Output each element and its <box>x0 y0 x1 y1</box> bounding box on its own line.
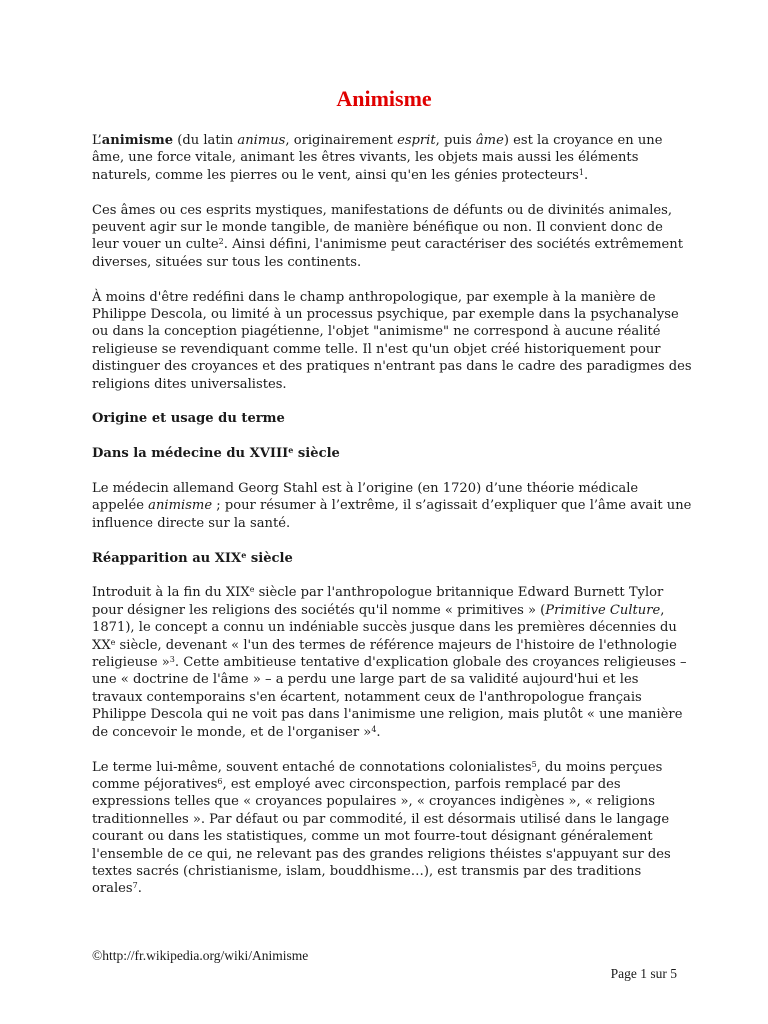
text: Le terme lui-même, souvent entaché de connotations colonialistes <box>92 759 532 775</box>
heading-text: Réapparition au XIX <box>92 550 242 566</box>
text: , 1871), le concept a connu un indéniable succès jusque dans les premières décennies du XX <box>92 602 677 653</box>
text: (du latin <box>173 133 238 148</box>
text: , originairement <box>285 133 398 148</box>
term-italic: âme <box>475 133 504 148</box>
footer-source-link[interactable]: ©http://fr.wikipedia.org/wiki/Animisme <box>92 948 309 963</box>
section-heading-medecine <box>92 445 692 462</box>
footnote-ref[interactable]: 4 <box>371 724 377 734</box>
superscript: e <box>241 549 247 560</box>
footnote-ref[interactable]: 3 <box>169 655 175 665</box>
text: L’ <box>92 133 102 148</box>
document-body <box>92 132 692 915</box>
text: . <box>376 724 381 740</box>
text: . Cette ambitieuse tentative d'explication globale des croyances religieuses – une « doctrine de l'âme » – a perdu une large part de sa validité aujourd'hui et les travaux contemporains s'en écartent, notamment ceux de l'anthropologue français Philippe Descola qui ne voit pas dans l'animisme une religion, mais plutôt « une manière de concevoir le monde, et de l'organiser » <box>92 655 687 740</box>
paragraph-stahl <box>92 480 692 532</box>
text: , est employé avec circonspection, parfois remplacé par des expressions telles que « croyances populaires », « croyances indigènes », « religions traditionnelles ». Par défaut ou par commodité, il est désormais utilisé dans le langage courant ou dans les statistiques, comme un mot fourre-tout désignant généralement l'ensemble de ce qui, ne relevant pas des grandes religions théistes s'appuyant sur des textes sacrés (christianisme, islam, bouddhisme…), est transmis par des traditions orales <box>92 776 671 897</box>
text: ; pour résumer à l’extrême, il s’agissait d’expliquer que l’âme avait une influence directe sur la santé. <box>92 498 692 531</box>
term-bold: animisme <box>101 133 174 148</box>
text: siècle, devenant « l'un des termes de référence majeurs de l'histoire de l'ethnologie religieuse » <box>92 637 677 671</box>
heading-text: siècle <box>293 446 340 462</box>
text: Introduit à la fin du XIX <box>92 585 250 601</box>
footnote-ref[interactable]: 1 <box>578 167 584 177</box>
heading-text: siècle <box>246 550 293 566</box>
text: ) est la croyance en une âme, une force vitale, animant les êtres vivants, les objets mais aussi les éléments naturels, comme les pierres ou le vent, ainsi qu'en les génies protecteurs <box>92 133 663 183</box>
footnote-ref[interactable]: 2 <box>218 237 224 247</box>
footnote-ref[interactable]: 6 <box>217 776 223 786</box>
term-italic: animisme <box>148 498 213 514</box>
paragraph-spirits <box>92 202 692 272</box>
paragraph-terme <box>92 759 692 898</box>
term-italic: animus <box>237 133 286 148</box>
text: . <box>137 881 142 897</box>
footnote-ref[interactable]: 7 <box>132 881 138 891</box>
paragraph-intro <box>92 132 692 184</box>
paragraph-tylor <box>92 584 692 741</box>
text: . <box>584 167 589 183</box>
text: . Ainsi défini, l'animisme peut caractériser des sociétés extrêmement diverses, situées sur tous les continents. <box>92 237 683 270</box>
text: siècle par l'anthropologue britannique Edward Burnett Tylor pour désigner les religions des sociétés qu'il nomme « primitives » ( <box>92 585 664 618</box>
superscript: e <box>288 445 294 456</box>
term-italic: esprit <box>397 133 436 148</box>
heading-text: Dans la médecine du XVIII <box>92 446 289 462</box>
page-number: Page 1 sur 5 <box>610 966 677 981</box>
text: , du moins perçues comme péjoratives <box>92 759 663 792</box>
text: , puis <box>435 133 476 148</box>
text: Le médecin allemand Georg Stahl est à l’origine (en 1720) d’une théorie médicale appelée <box>92 481 639 514</box>
section-heading-reapparition <box>92 550 692 567</box>
text: Ces âmes ou ces esprits mystiques, manifestations de défunts ou de divinités animales, peuvent agir sur le monde tangible, de manière bénéfique ou non. Il convient donc de leur vouer un culte <box>92 202 673 253</box>
section-heading-origine: Origine et usage du terme <box>92 411 285 427</box>
book-title-italic: Primitive Culture <box>545 602 661 618</box>
superscript: e <box>110 637 116 647</box>
paragraph-definition: À moins d'être redéfini dans le champ anthropologique, par exemple à la manière de Philippe Descola, ou limité à un processus psychique, par exemple dans la psychanalyse ou dans la conception piagétienne, l'objet "animisme" ne correspond à aucune réalité religieuse se revendiquant comme telle. Il n'est qu'un objet créé historiquement pour distinguer des croyances et des pratiques n'entrant pas dans le cadre des paradigmes des religions dites universalistes. <box>92 289 692 392</box>
superscript: e <box>249 585 255 595</box>
footnote-ref[interactable]: 5 <box>531 759 537 769</box>
document-title: Animisme <box>336 86 432 111</box>
